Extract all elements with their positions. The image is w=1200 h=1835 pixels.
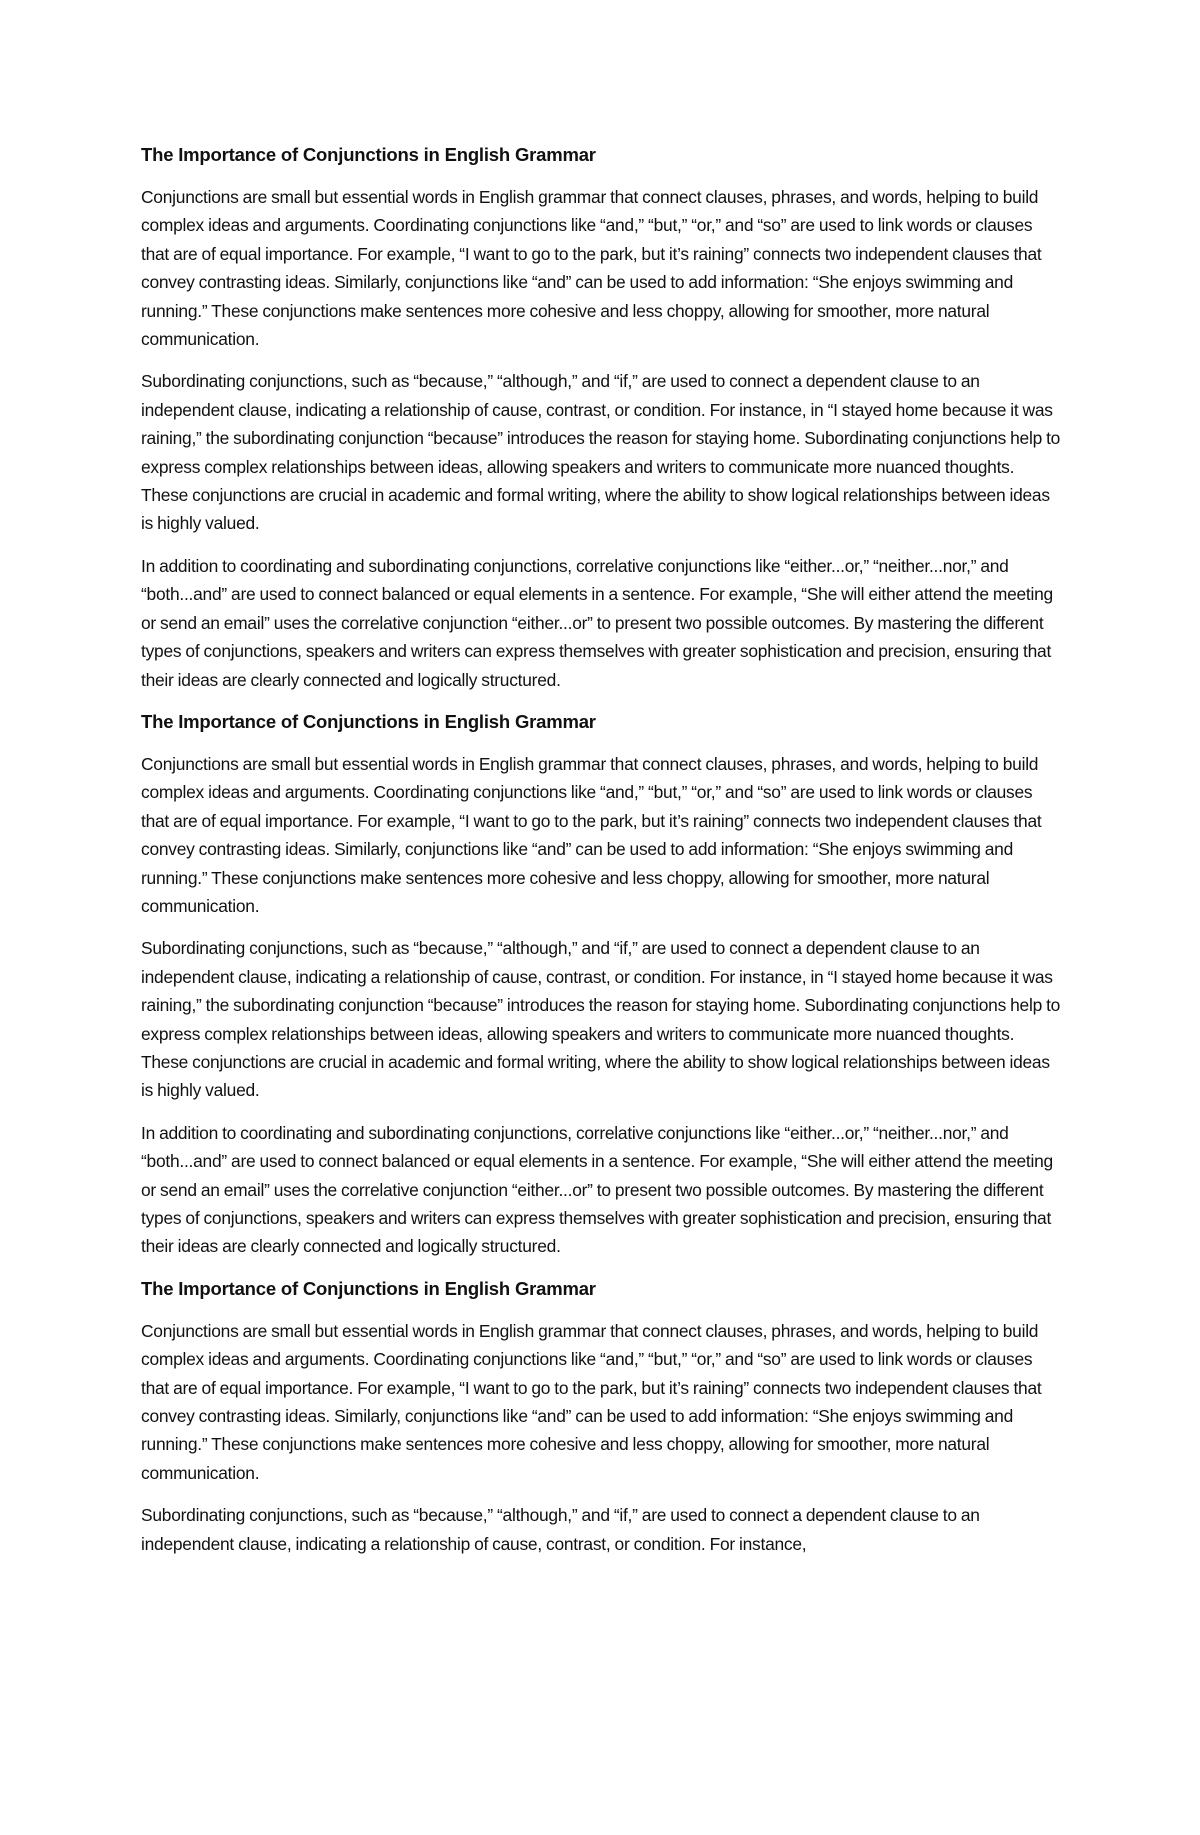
section-title: The Importance of Conjunctions in English Grammar (141, 144, 596, 165)
paragraph: Subordinating conjunctions, such as “because,” “although,” and “if,” are used to connect a dependent clause to an independent clause, indicating a relationship of cause, contrast, or condition. For instance, in “I stayed home because it was raining,” the subordinating conjunction “because” introduces the reason for staying home. Subordinating conjunctions help to express complex relationships between ideas, allowing speakers and writers to communicate more nuanced thoughts. These conjunctions are crucial in academic and formal writing, where the ability to show logical relationships between ideas is highly valued. (141, 371, 1061, 534)
section-1 (141, 141, 1061, 694)
section-2 (141, 708, 1061, 1261)
paragraph: Conjunctions are small but essential words in English grammar that connect clauses, phrases, and words, helping to build complex ideas and arguments. Coordinating conjunctions like “and,” “but,” “or,” and “so” are used to link words or clauses that are of equal importance. For example, “I want to go to the park, but it’s raining” connects two independent clauses that convey contrasting ideas. Similarly, conjunctions like “and” can be used to add information: “She enjoys swimming and running.” These conjunctions make sentences more cohesive and less choppy, allowing for smoother, more natural communication. (141, 187, 1042, 350)
paragraph: Subordinating conjunctions, such as “because,” “although,” and “if,” are used to connect a dependent clause to an independent clause, indicating a relationship of cause, contrast, or condition. For instance, (141, 1505, 980, 1554)
paragraph: Conjunctions are small but essential words in English grammar that connect clauses, phrases, and words, helping to build complex ideas and arguments. Coordinating conjunctions like “and,” “but,” “or,” and “so” are used to link words or clauses that are of equal importance. For example, “I want to go to the park, but it’s raining” connects two independent clauses that convey contrasting ideas. Similarly, conjunctions like “and” can be used to add information: “She enjoys swimming and running.” These conjunctions make sentences more cohesive and less choppy, allowing for smoother, more natural communication. (141, 1320, 1042, 1483)
paragraph: Conjunctions are small but essential words in English grammar that connect clauses, phrases, and words, helping to build complex ideas and arguments. Coordinating conjunctions like “and,” “but,” “or,” and “so” are used to link words or clauses that are of equal importance. For example, “I want to go to the park, but it’s raining” connects two independent clauses that convey contrasting ideas. Similarly, conjunctions like “and” can be used to add information: “She enjoys swimming and running.” These conjunctions make sentences more cohesive and less choppy, allowing for smoother, more natural communication. (141, 753, 1042, 916)
section-title: The Importance of Conjunctions in English Grammar (141, 1277, 596, 1299)
document-page (141, 141, 1061, 1572)
paragraph: Subordinating conjunctions, such as “because,” “although,” and “if,” are used to connect a dependent clause to an independent clause, indicating a relationship of cause, contrast, or condition. For instance, in “I stayed home because it was raining,” the subordinating conjunction “because” introduces the reason for staying home. Subordinating conjunctions help to express complex relationships between ideas, allowing speakers and writers to communicate more nuanced thoughts. These conjunctions are crucial in academic and formal writing, where the ability to show logical relationships between ideas is highly valued. (141, 938, 1061, 1101)
section-3 (141, 1275, 1061, 1558)
paragraph: In addition to coordinating and subordinating conjunctions, correlative conjunctions like “either...or,” “neither...nor,” and “both...and” are used to connect balanced or equal elements in a sentence. For example, “She will either attend the meeting or send an email” uses the correlative conjunction “either...or” to present two possible outcomes. By mastering the different types of conjunctions, speakers and writers can express themselves with greater sophistication and precision, ensuring that their ideas are clearly connected and logically structured. (141, 555, 1053, 690)
section-title: The Importance of Conjunctions in English Grammar (141, 710, 596, 732)
paragraph: In addition to coordinating and subordinating conjunctions, correlative conjunctions like “either...or,” “neither...nor,” and “both...and” are used to connect balanced or equal elements in a sentence. For example, “She will either attend the meeting or send an email” uses the correlative conjunction “either...or” to present two possible outcomes. By mastering the different types of conjunctions, speakers and writers can express themselves with greater sophistication and precision, ensuring that their ideas are clearly connected and logically structured. (141, 1122, 1053, 1257)
